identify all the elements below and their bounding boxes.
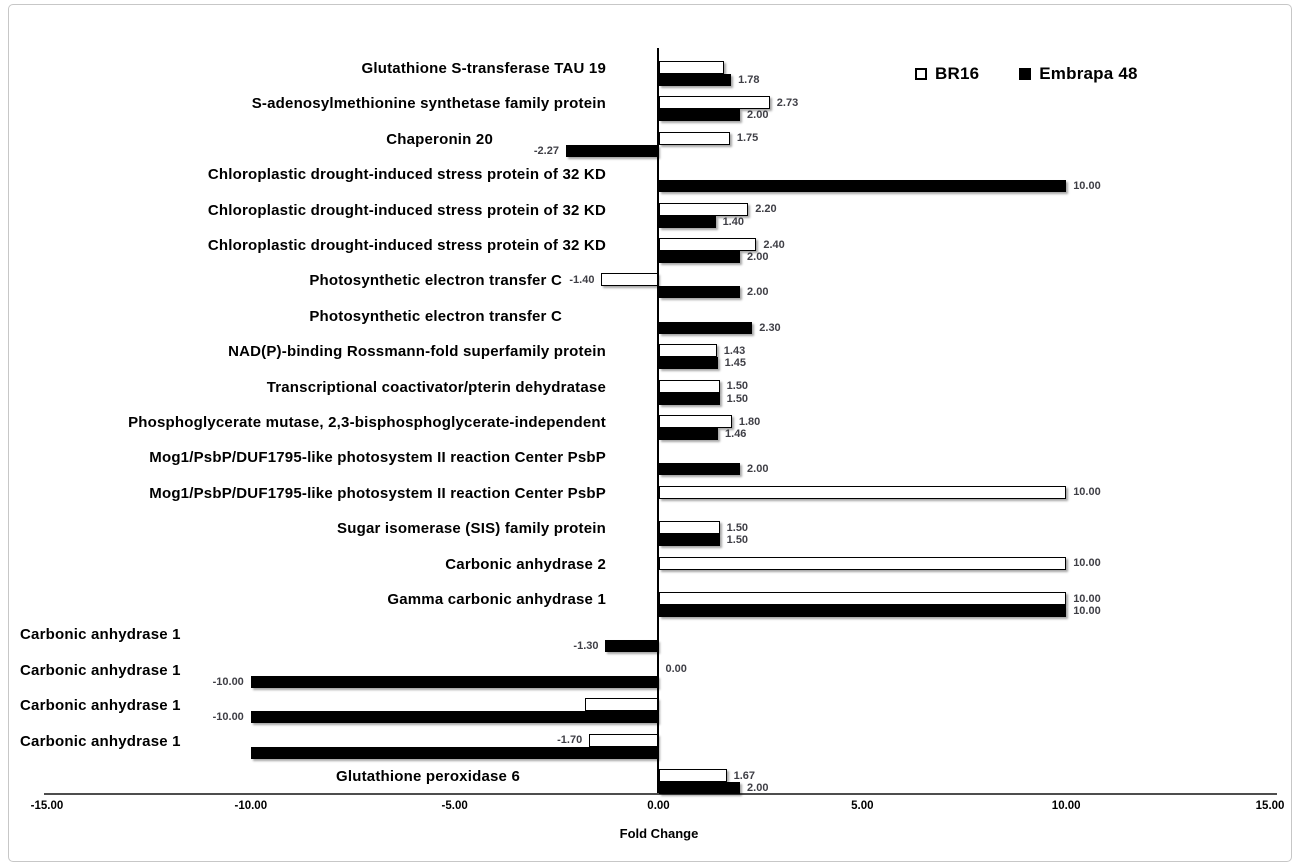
embrapa48-bar-value: -10.00	[212, 711, 244, 724]
br16-bar-value: 2.20	[755, 203, 777, 216]
category-label: Photosynthetic electron transfer C	[309, 307, 562, 325]
category-label: Chaperonin 20	[386, 130, 493, 148]
embrapa48-bar-value: 1.45	[724, 357, 747, 370]
category-label: Chloroplastic drought-induced stress protein of 32 KD	[207, 166, 606, 184]
category-label: Phosphoglycerate mutase, 2,3-bisphosphoglycerate-independent	[128, 414, 606, 431]
embrapa48-bar-value: 10.00	[1073, 180, 1101, 193]
embrapa48-bar-value: 2.00	[747, 251, 769, 263]
embrapa48-bar-value: 1.78	[738, 74, 760, 86]
br16-bar-value: -1.70	[557, 734, 583, 747]
embrapa48-bar-value: 2.30	[759, 321, 781, 334]
category-label: Chloroplastic drought-induced stress protein of 32 KD	[207, 237, 606, 254]
category-label: Carbonic anhydrase 2	[445, 555, 606, 573]
embrapa48-bar-value: 1.50	[726, 534, 749, 547]
x-axis-tick-label: 0.00	[647, 800, 670, 812]
embrapa48-bar	[566, 145, 659, 157]
br16-bar	[659, 592, 1067, 605]
category-label: Photosynthetic electron transfer C	[309, 272, 562, 290]
category-label: Chloroplastic drought-induced stress protein of 32 KD	[207, 201, 606, 219]
category-label: S-adenosylmethionine synthetase family protein	[251, 95, 606, 113]
br16-bar-value: -1.40	[569, 273, 595, 286]
embrapa48-bar	[659, 322, 753, 334]
x-axis-tick-label: -10.00	[234, 800, 268, 812]
x-axis-tick-label: -5.00	[441, 800, 468, 812]
x-axis-tick-label: 15.00	[1255, 800, 1285, 812]
x-axis-title: Fold Change	[619, 826, 699, 841]
category-label: Carbonic anhydrase 1	[20, 626, 181, 644]
embrapa48-bar	[659, 463, 741, 475]
legend-item-br16	[915, 64, 979, 84]
x-axis-tick-label: 5.00	[851, 800, 874, 812]
br16-bar	[659, 415, 732, 428]
br16-bar-value: 2.40	[763, 238, 785, 251]
br16-bar	[659, 132, 730, 145]
embrapa48-bar	[659, 74, 732, 86]
embrapa48-bar	[659, 216, 716, 228]
embrapa48-bar	[659, 534, 720, 546]
embrapa48-bar	[659, 251, 741, 263]
br16-bar	[659, 769, 727, 782]
br16-bar	[659, 344, 717, 357]
br16-bar-value: 1.75	[736, 132, 759, 145]
embrapa48-bar-value: 2.00	[747, 463, 769, 476]
embrapa48-bar	[251, 747, 659, 759]
br16-bar	[585, 698, 658, 711]
embrapa48-bar-value: -2.27	[533, 144, 559, 157]
embrapa48-bar	[659, 428, 719, 440]
legend-label-embrapa48: Embrapa 48	[1039, 64, 1138, 83]
embrapa48-bar	[659, 357, 718, 369]
category-label: Glutathione S-transferase TAU 19	[361, 60, 606, 77]
category-label: Transcriptional coactivator/pterin dehydratase	[266, 378, 606, 396]
category-label: Gamma carbonic anhydrase 1	[387, 591, 606, 608]
br16-bar-value: 1.67	[733, 769, 755, 782]
category-label: Mog1/PsbP/DUF1795-like photosystem II reaction Center PsbP	[149, 484, 606, 502]
category-label: Carbonic anhydrase 1	[20, 661, 181, 679]
br16-bar-value: 1.50	[726, 521, 749, 534]
embrapa48-bar-value: 2.00	[747, 782, 769, 794]
embrapa48-bar	[251, 711, 659, 723]
br16-bar	[659, 61, 724, 74]
br16-bar-value: 10.00	[1073, 557, 1101, 570]
legend-label-br16: BR16	[935, 64, 980, 83]
embrapa48-bar-value: -10.00	[212, 675, 244, 688]
br16-bar	[659, 238, 757, 251]
category-label: NAD(P)-binding Rossmann-fold superfamily protein	[228, 343, 606, 361]
embrapa48-bar-value: 1.40	[722, 215, 744, 228]
embrapa48-bar	[659, 109, 741, 121]
embrapa48-bar-value: 10.00	[1073, 605, 1101, 617]
embrapa48-bar-value: 1.50	[726, 392, 749, 405]
embrapa48-bar-value: 2.00	[747, 286, 769, 299]
embrapa48-bar	[251, 676, 659, 688]
embrapa48-bar	[659, 286, 741, 298]
legend-swatch-embrapa48	[1019, 68, 1031, 80]
category-label: Carbonic anhydrase 1	[20, 697, 181, 715]
embrapa48-bar	[659, 605, 1067, 617]
category-label: Sugar isomerase (SIS) family protein	[337, 520, 606, 538]
legend-item-embrapa48	[1019, 64, 1137, 84]
embrapa48-bar	[605, 640, 658, 652]
br16-bar-value: 1.43	[723, 344, 746, 357]
embrapa48-bar	[659, 782, 741, 794]
br16-bar-value: 10.00	[1073, 592, 1101, 605]
br16-bar-value: 0.00	[665, 663, 687, 676]
br16-bar	[659, 557, 1067, 570]
br16-bar-value: 1.80	[738, 415, 761, 428]
x-axis-tick-label: -15.00	[30, 800, 64, 812]
category-label: Glutathione peroxidase 6	[335, 768, 520, 785]
br16-bar	[659, 521, 720, 534]
embrapa48-bar-value: 2.00	[747, 109, 769, 122]
category-label: Carbonic anhydrase 1	[20, 732, 181, 750]
br16-bar-value: 2.73	[776, 96, 799, 109]
br16-bar	[589, 734, 658, 747]
embrapa48-bar-value: -1.30	[573, 640, 599, 653]
br16-bar	[659, 486, 1067, 499]
br16-bar-value: 10.00	[1073, 486, 1101, 499]
br16-bar	[659, 380, 720, 393]
legend-swatch-br16	[915, 68, 927, 80]
category-label: Mog1/PsbP/DUF1795-like photosystem II reaction Center PsbP	[149, 449, 606, 467]
br16-bar	[601, 273, 658, 286]
embrapa48-bar	[659, 393, 720, 405]
legend	[915, 64, 1138, 84]
br16-bar-value: 1.50	[726, 380, 749, 393]
embrapa48-bar	[659, 180, 1067, 192]
x-axis-tick-label: 10.00	[1051, 800, 1081, 812]
embrapa48-bar-value: 1.46	[725, 428, 747, 440]
